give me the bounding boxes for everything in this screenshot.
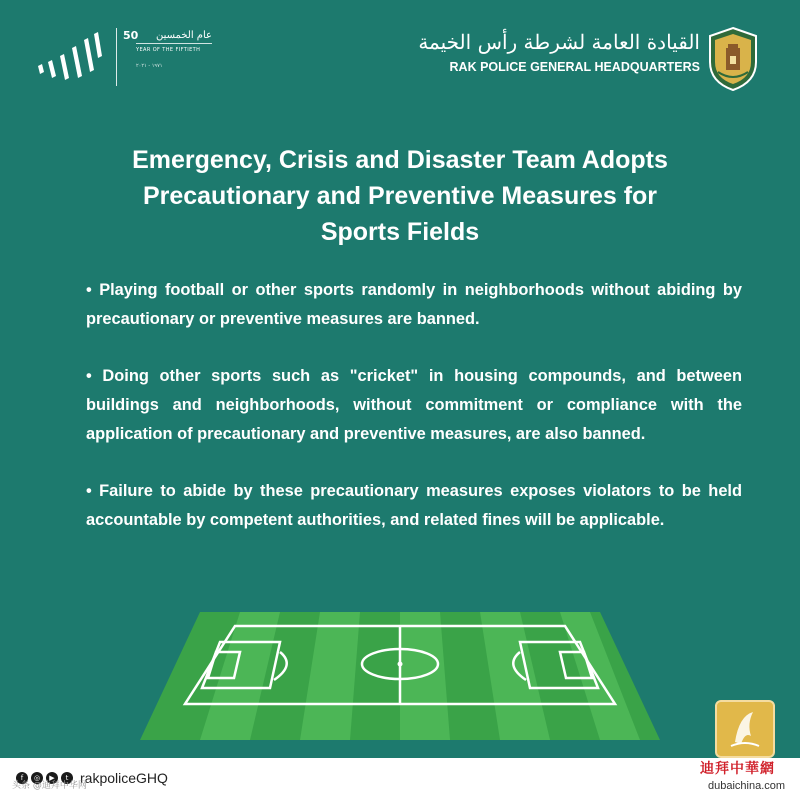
instagram-icon[interactable]: ◎ — [31, 772, 43, 784]
rak-police-emblem-icon — [706, 26, 760, 92]
page-title — [60, 142, 740, 250]
youtube-icon[interactable]: ▶ — [46, 772, 58, 784]
watermark-brand-cn: 迪拜中華網 — [700, 761, 775, 777]
logo-divider — [116, 28, 117, 86]
measure-item: • Doing other sports such as "cricket" in housing compounds, and between buildings and neighborhoods, without commitment or compliance with the application of precautionary and preventive measures, are also banned. — [86, 367, 742, 443]
measure-item: • Failure to abide by these precautionary measures exposes violators to be held accountable by competent authorities, and related fines will be applicable. — [86, 482, 742, 529]
watermark-site[interactable]: dubaichina.com — [708, 780, 786, 792]
watermark-left: 头条 @迪拜中华网 — [12, 781, 87, 791]
uae-50-stripes-icon — [36, 32, 106, 82]
footer-bar — [0, 758, 800, 800]
year-arabic: عام الخمسين — [136, 30, 212, 44]
measures-list — [86, 276, 742, 563]
measure-item: • Playing football or other sports randomly in neighborhoods without abiding by precautionary or preventive measures are banned. — [86, 281, 742, 328]
year-english: YEAR OF THE FIFTIETH — [136, 47, 201, 53]
football-field-illustration — [140, 612, 660, 740]
title-line: Emergency, Crisis and Disaster Team Adopts — [132, 146, 668, 174]
title-line: Precautionary and Preventive Measures for — [142, 182, 658, 210]
year-numbers: ١٩٧١ - ٢٠٢١ — [136, 63, 163, 69]
twitter-icon[interactable]: t — [61, 772, 73, 784]
header — [0, 0, 800, 110]
dubaichina-badge-icon — [715, 700, 775, 758]
fifty-digits: 50 — [123, 29, 139, 42]
hq-title-block — [418, 30, 700, 74]
facebook-icon[interactable]: f — [16, 772, 28, 784]
hq-arabic-title: القيادة العامة لشرطة رأس الخيمة — [418, 30, 700, 54]
hq-english-title: RAK POLICE GENERAL HEADQUARTERS — [449, 60, 700, 74]
title-line: Sports Fields — [320, 218, 480, 246]
center-spot — [398, 662, 403, 667]
social-handle[interactable]: rakpoliceGHQ — [80, 770, 168, 786]
